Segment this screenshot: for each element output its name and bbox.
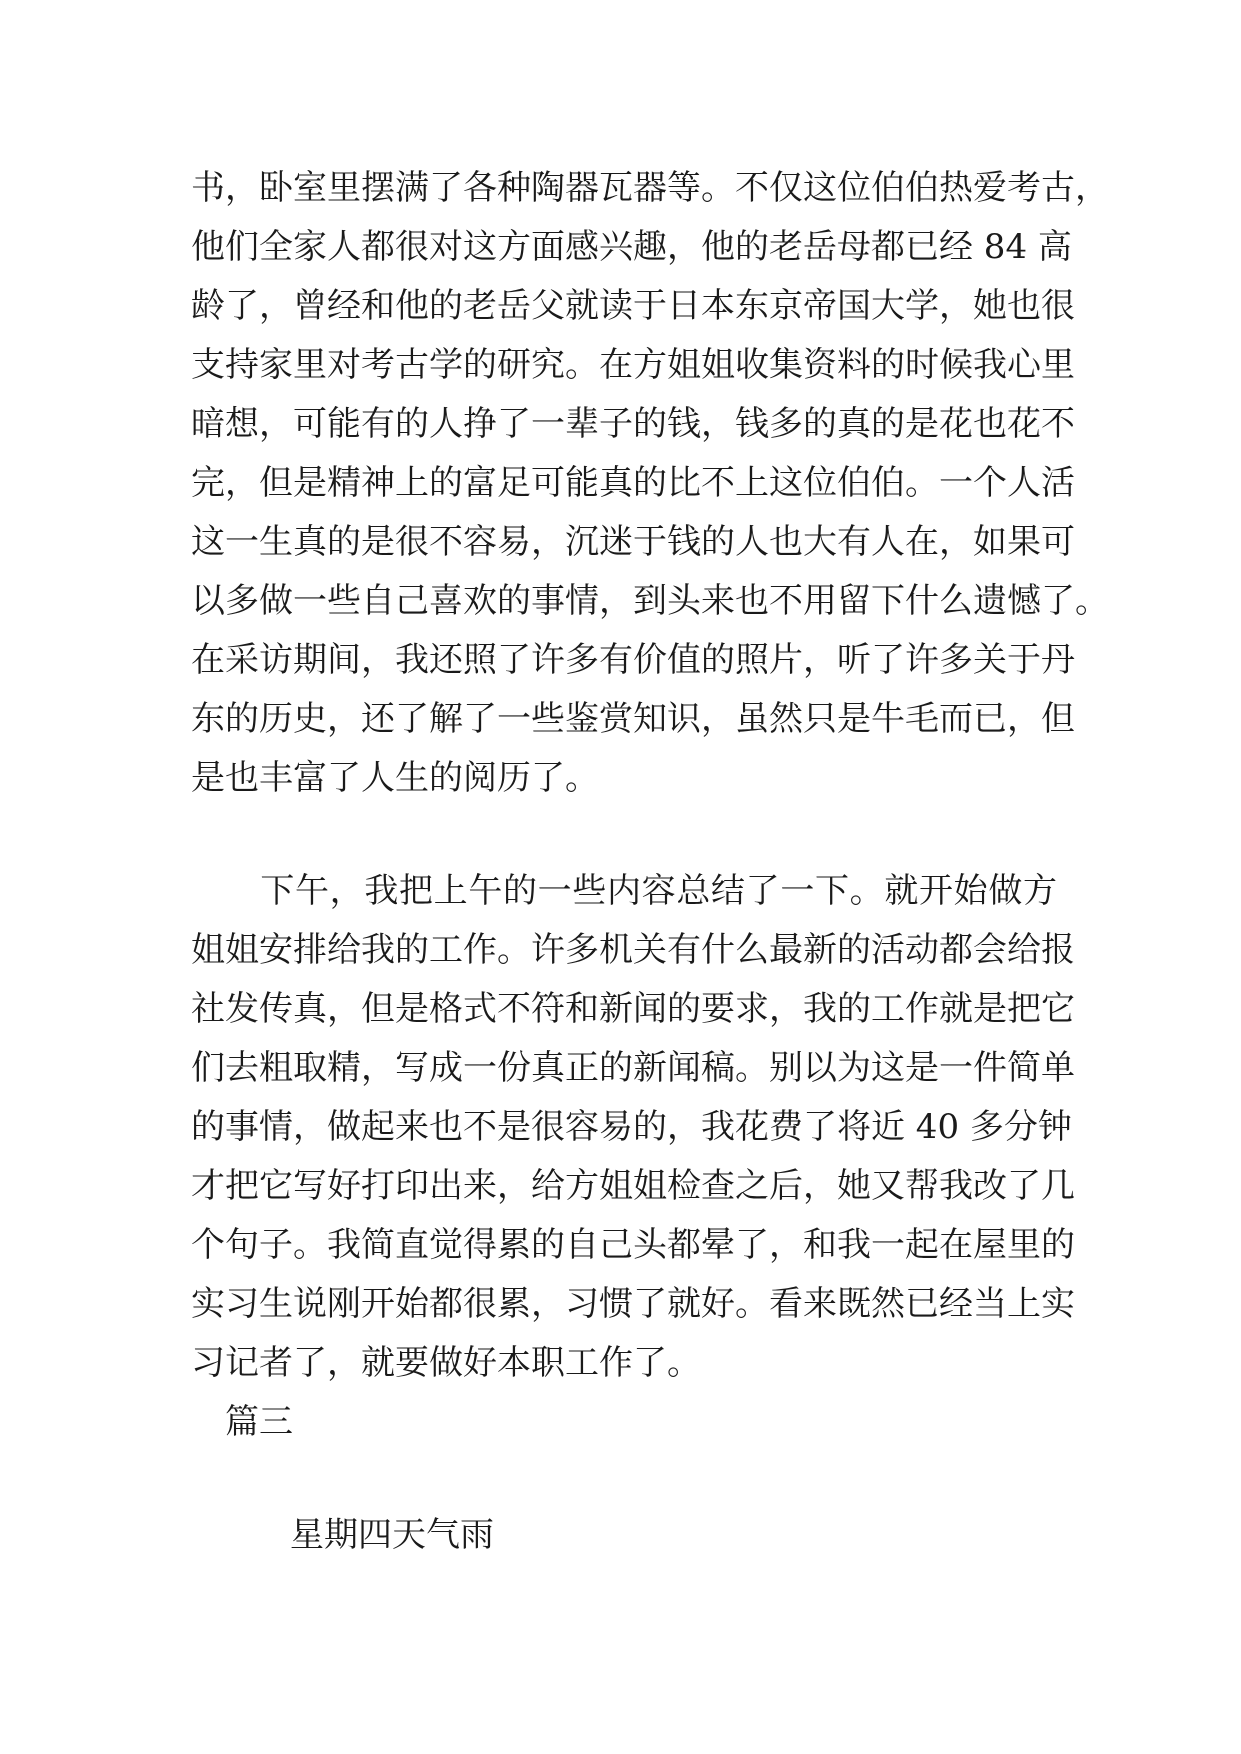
paragraph-1-line-10: 东的历史，还了解了一些鉴赏知识，虽然只是牛毛而已，但 <box>191 699 1075 739</box>
paragraph-1-line-6: 完，但是精神上的富足可能真的比不上这位伯伯。一个人活 <box>191 463 1075 503</box>
paragraph-2-line-1: 下午，我把上午的一些内容总结了一下。就开始做方 <box>191 871 1057 911</box>
paragraph-2-line-7: 个句子。我简直觉得累的自己头都晕了，和我一起在屋里的 <box>191 1225 1075 1265</box>
paragraph-2-line-4: 们去粗取精，写成一份真正的新闻稿。别以为这是一件简单 <box>191 1048 1075 1088</box>
paragraph-1-line-2: 他们全家人都很对这方面感兴趣，他的老岳母都已经 84 高 <box>191 227 1072 267</box>
paragraph-1-line-7: 这一生真的是很不容易，沉迷于钱的人也大有人在，如果可 <box>191 522 1075 562</box>
paragraph-2-line-2: 姐姐安排给我的工作。许多机关有什么最新的活动都会给报 <box>191 930 1075 970</box>
paragraph-1-line-11: 是也丰富了人生的阅历了。 <box>191 758 599 798</box>
paragraph-2-line-6: 才把它写好打印出来，给方姐姐检查之后，她又帮我改了几 <box>191 1166 1075 1206</box>
date-weather-line: 星期四天气雨 <box>290 1515 494 1555</box>
paragraph-2-line-8: 实习生说刚开始都很累，习惯了就好。看来既然已经当上实 <box>191 1284 1075 1324</box>
paragraph-2-line-5: 的事情，做起来也不是很容易的，我花费了将近 40 多分钟 <box>191 1107 1072 1147</box>
section-title: 篇三 <box>225 1402 293 1442</box>
paragraph-1-line-3: 龄了，曾经和他的老岳父就读于日本东京帝国大学，她也很 <box>191 286 1075 326</box>
paragraph-1-line-9: 在采访期间，我还照了许多有价值的照片，听了许多关于丹 <box>191 640 1075 680</box>
paragraph-2-line-9: 习记者了，就要做好本职工作了。 <box>191 1343 701 1383</box>
paragraph-1-line-4: 支持家里对考古学的研究。在方姐姐收集资料的时候我心里 <box>191 345 1075 385</box>
paragraph-1-line-1: 书，卧室里摆满了各种陶器瓦器等。不仅这位伯伯热爱考古， <box>191 168 1109 208</box>
paragraph-1-line-5: 暗想，可能有的人挣了一辈子的钱，钱多的真的是花也花不 <box>191 404 1075 444</box>
paragraph-1-line-8: 以多做一些自己喜欢的事情，到头来也不用留下什么遗憾了。 <box>191 581 1109 621</box>
paragraph-2-line-3: 社发传真，但是格式不符和新闻的要求，我的工作就是把它 <box>191 989 1075 1029</box>
